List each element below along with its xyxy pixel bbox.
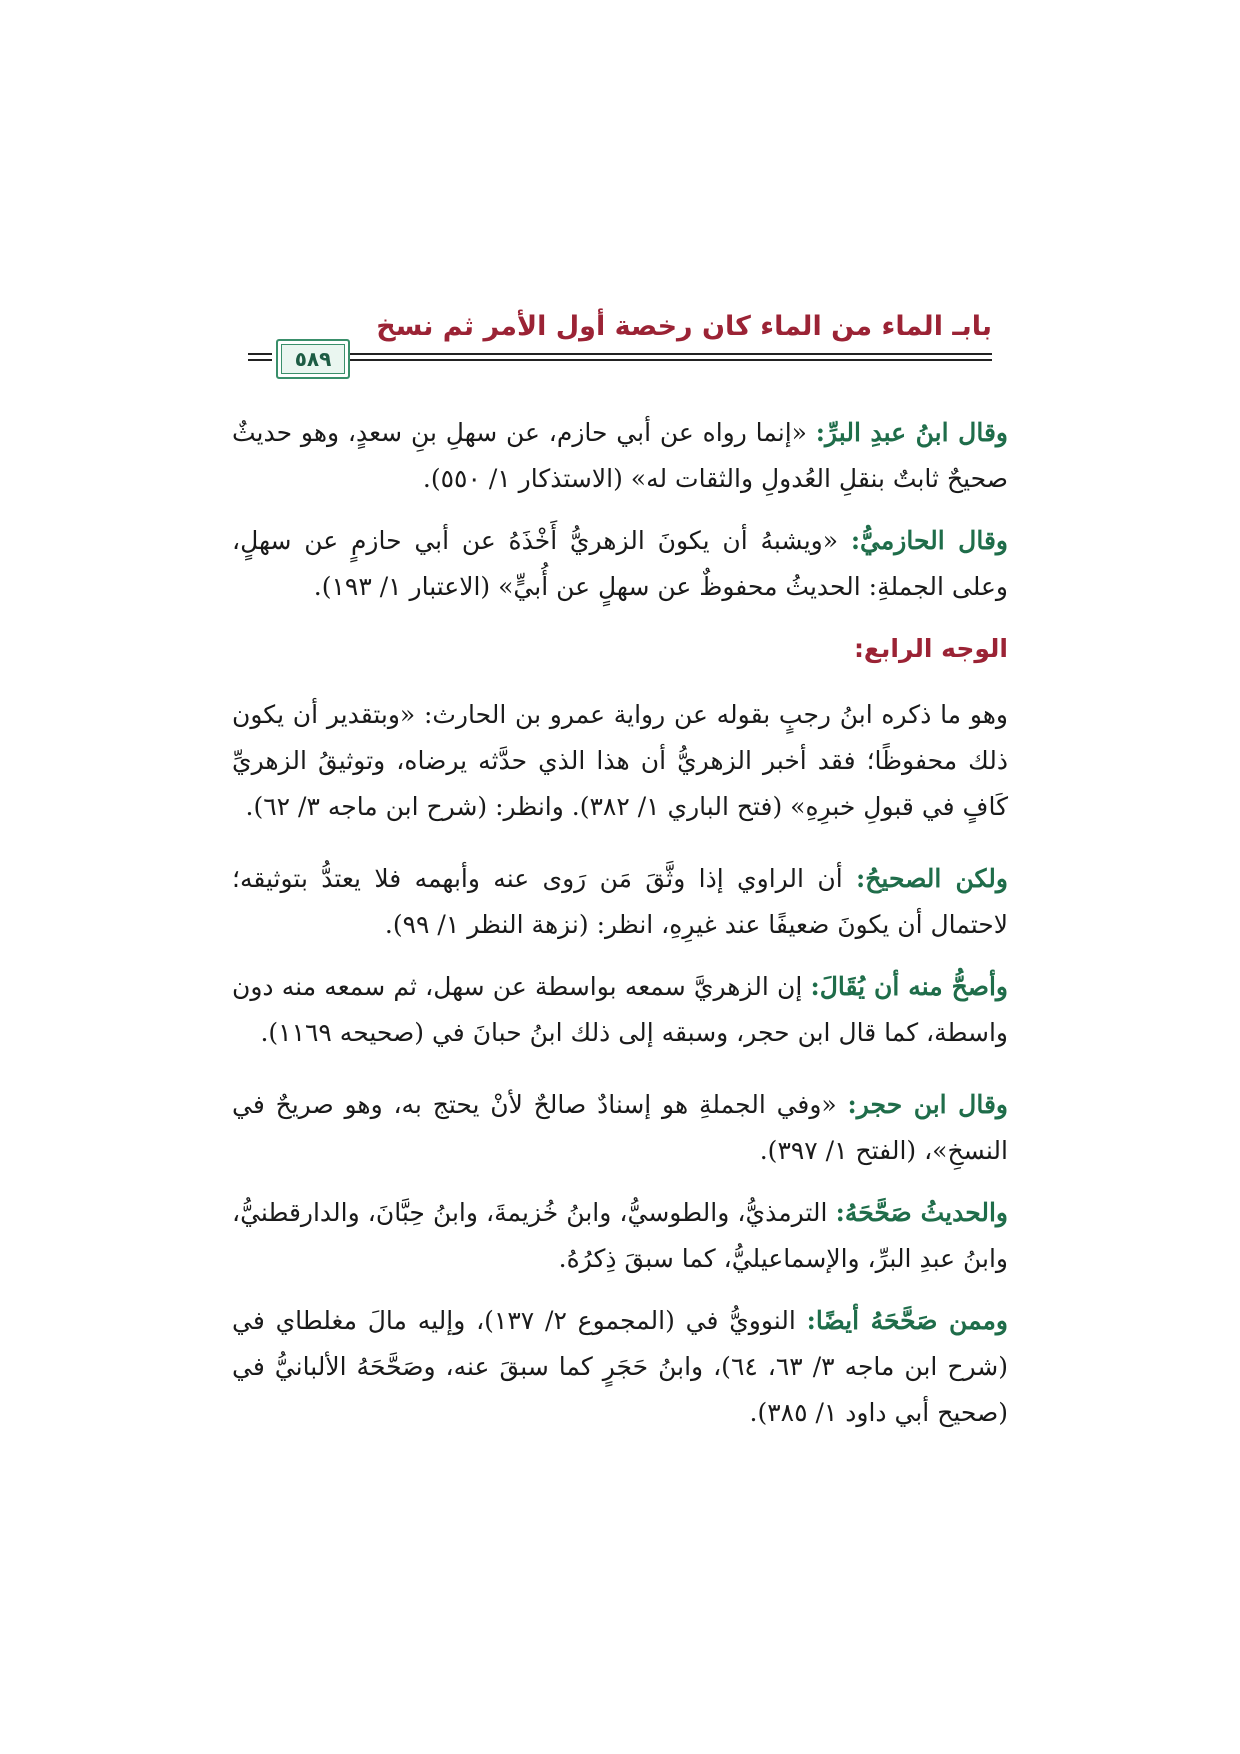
paragraph-text: إن الزهريَّ سمعه بواسطة عن سهل، ثم سمعه منه دون واسطة، كما قال ابن حجر، وسبقه إلى ذلك ابنُ حبانَ في (صحيحه ١١٦٩). [232, 972, 1008, 1047]
paragraph-lead: وممن صَحَّحَهُ أيضًا: [806, 1306, 1008, 1335]
paragraph [232, 1298, 1008, 1436]
page-number: ٥٨٩ [294, 347, 332, 371]
paragraph-text: النوويُّ في (المجموع ٢/ ١٣٧)، وإليه مالَ مغلطاي في (شرح ابن ماجه ٣/ ٦٣، ٦٤)، وابنُ حَجَرٍ كما سبقَ عنه، وصَحَّحَهُ الألبانيُّ في (صحيح أبي داود ١/ ٣٨٥). [232, 1306, 1008, 1427]
paragraph-lead: وقال ابنُ عبدِ البرِّ: [815, 418, 1008, 447]
page-number-badge [276, 339, 350, 379]
header-rule [248, 353, 272, 355]
paragraph-text: الترمذيُّ، والطوسيُّ، وابنُ خُزيمةَ، وابنُ حِبَّانَ، والدارقطنيُّ، وابنُ عبدِ البرِّ، والإسماعيليُّ، كما سبقَ ذِكرُهُ. [232, 1198, 1008, 1273]
paragraph-lead: وقال ابن حجر: [847, 1090, 1008, 1119]
paragraph-text: أن الراوي إذا وثَّقَ مَن رَوى عنه وأبهمه فلا يعتدُّ بتوثيقه؛ لاحتمال أن يكونَ ضعيفًا عند غيرِهِ، انظر: (نزهة النظر ١/ ٩٩). [232, 864, 1008, 939]
paragraph [232, 1190, 1008, 1282]
paragraph [232, 856, 1008, 948]
paragraph-lead: وأصحُّ منه أن يُقَالَ: [810, 972, 1008, 1001]
paragraph-text: وهو ما ذكره ابنُ رجبٍ بقوله عن رواية عمرو بن الحارث: «وبتقدير أن يكون ذلك محفوظًا؛ فقد أخبر الزهريُّ أن هذا الذي حدَّثه يرضاه، وتوثيقُ الزهريِّ كَافٍ في قبولِ خبرِهِ» (فتح الباري ١/ ٣٨٢). وانظر: (شرح ابن ماجه ٣/ ٦٢). [232, 700, 1008, 821]
chapter-title: بابـ الماء من الماء كان رخصة أول الأمر ثم نسخ [376, 311, 992, 342]
header-rule [348, 359, 992, 361]
paragraph [232, 964, 1008, 1056]
paragraph-lead: والحديثُ صَحَّحَهُ: [835, 1198, 1008, 1227]
section-heading: الوجه الرابع: [853, 634, 1008, 663]
paragraph-text: «إنما رواه عن أبي حازم، عن سهلِ بنِ سعدٍ، وهو حديثٌ صحيحٌ ثابتٌ بنقلِ العُدولِ والثقات له» (الاستذكار ١/ ٥٥٠). [232, 418, 1008, 493]
paragraph [232, 410, 1008, 502]
spacer [232, 846, 1008, 856]
paragraph-text: «وفي الجملةِ هو إسنادٌ صالحٌ لأنْ يحتج به، وهو صريحٌ في النسخِ»، (الفتح ١/ ٣٩٧). [232, 1090, 1008, 1165]
paragraph-lead: وقال الحازميُّ: [850, 526, 1008, 555]
page-header [248, 305, 992, 385]
paragraph [232, 1082, 1008, 1174]
header-rule [248, 359, 272, 361]
paragraph-text: «ويشبهُ أن يكونَ الزهريُّ أَخْذَهُ عن أبي حازمٍ عن سهلٍ، وعلى الجملةِ: الحديثُ محفوظٌ عن سهلٍ عن أُبيٍّ» (الاعتبار ١/ ١٩٣). [232, 526, 1008, 601]
paragraph-lead: ولكن الصحيحُ: [856, 864, 1008, 893]
body-text [232, 410, 1008, 1452]
spacer [232, 1072, 1008, 1082]
header-rule [348, 353, 992, 355]
paragraph [232, 692, 1008, 830]
paragraph [232, 518, 1008, 610]
